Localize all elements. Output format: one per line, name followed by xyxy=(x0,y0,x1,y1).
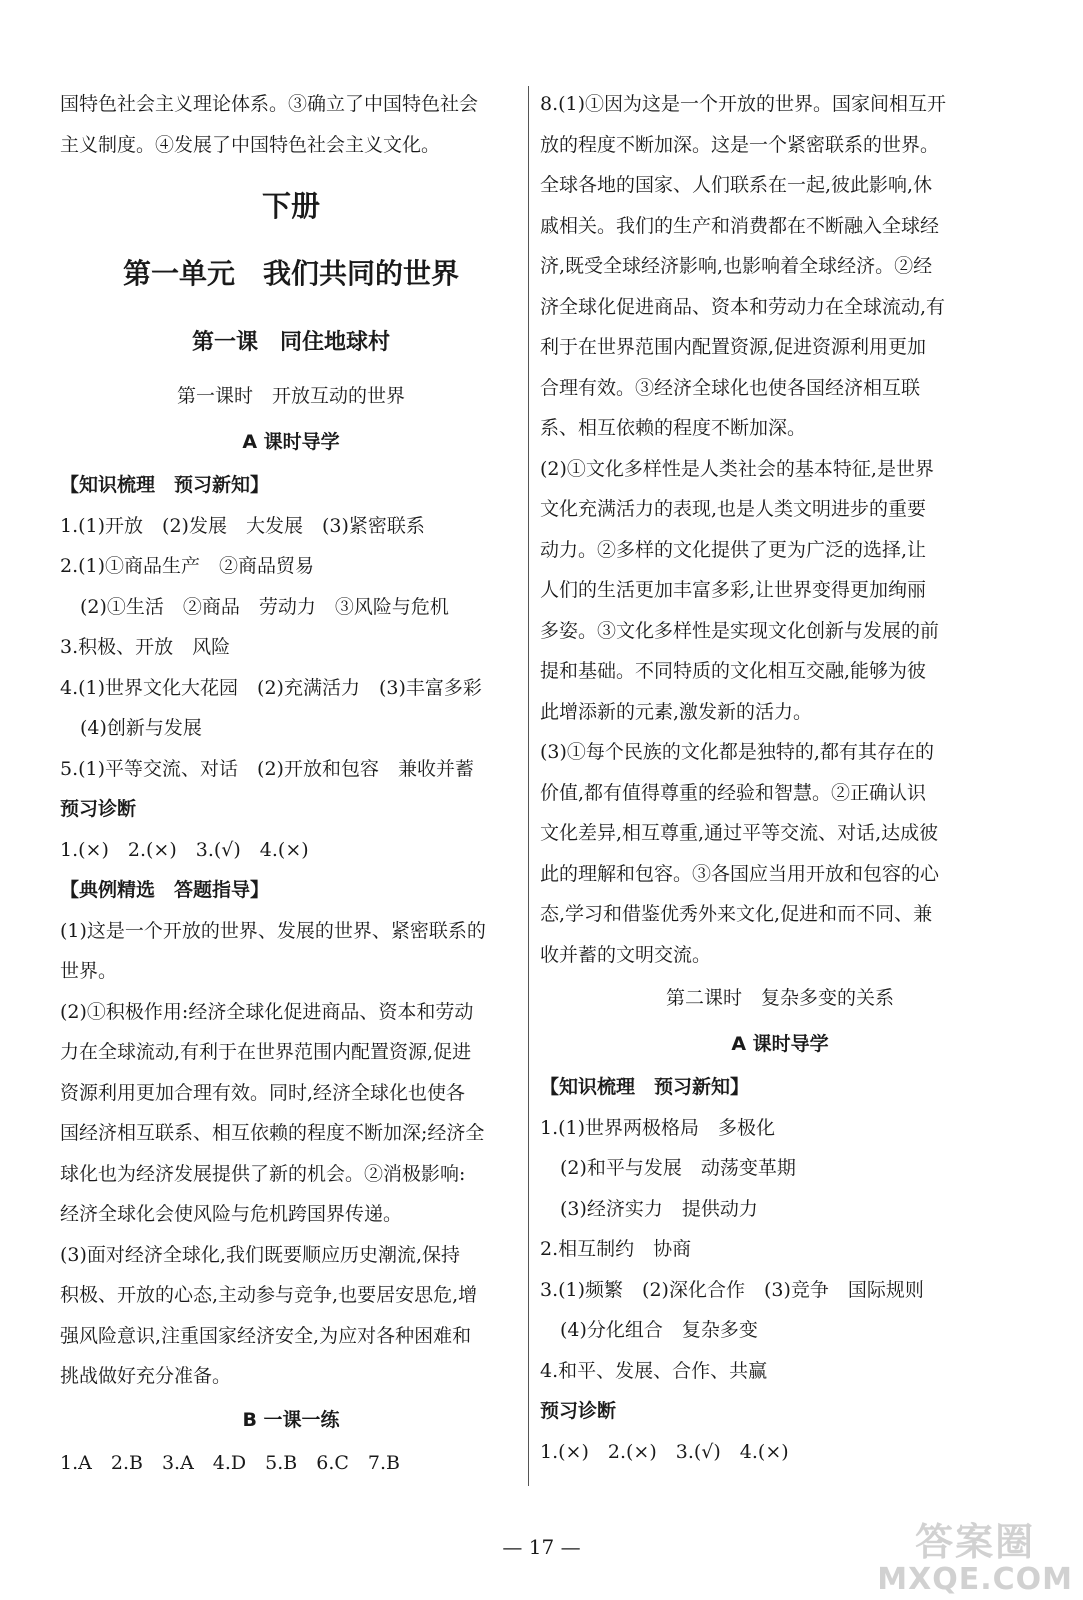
q8-line: 戚相关。我们的生产和消费都在不断融入全球经 xyxy=(540,214,940,237)
q8-line: 文化差异,相互尊重,通过平等交流、对话,达成彼 xyxy=(540,822,939,844)
q8-line: 动力。②多样的文化提供了更为广泛的选择,让 xyxy=(540,538,927,561)
knowledge-line: 4.(1)世界文化大花园 (2)充满活力 (3)丰富多彩 xyxy=(60,676,482,699)
knowledge-line: 2.相互制约 协商 xyxy=(540,1238,692,1260)
unit-heading: 第一单元 我们共同的世界 xyxy=(122,257,459,290)
diagnosis-header: 预习诊断 xyxy=(60,798,137,820)
watermark-url: MXQE.COM xyxy=(877,1562,1073,1597)
session-heading: 第二课时 复杂多变的关系 xyxy=(665,987,894,1009)
q8-line: 提和基础。不同特质的文化相互交融,能够为彼 xyxy=(540,660,927,682)
section-b-heading: B 一课一练 xyxy=(242,1408,340,1431)
q8-line: 此的理解和包容。③各国应当用开放和包容的心 xyxy=(540,862,940,885)
q8-line: 济全球化促进商品、资本和劳动力在全球流动,有 xyxy=(540,295,946,318)
knowledge-line: (3)经济实力 提供动力 xyxy=(560,1197,758,1220)
book-heading: 下册 xyxy=(261,189,320,223)
diagnosis-answers: 1.(×) 2.(×) 3.(√) 4.(×) xyxy=(60,838,309,861)
intro-line: 主义制度。④发展了中国特色社会主义文化。 xyxy=(60,133,441,156)
q8-line: (3)①每个民族的文化都是独特的,都有其存在的 xyxy=(540,741,934,763)
q8-line: 系、相互依赖的程度不断加深。 xyxy=(540,417,807,439)
q8-line: 放的程度不断加深。这是一个紧密联系的世界。 xyxy=(540,133,940,156)
example-line: 世界。 xyxy=(60,960,118,982)
diagnosis-answers: 1.(×) 2.(×) 3.(√) 4.(×) xyxy=(540,1440,789,1463)
examples-header: 【典例精选 答题指导】 xyxy=(60,879,270,901)
knowledge-line: 5.(1)平等交流、对话 (2)开放和包容 兼收并蓄 xyxy=(60,757,474,780)
b-answers: 1.A 2.B 3.A 4.D 5.B 6.C 7.B xyxy=(60,1451,400,1474)
knowledge-line: 3.积极、开放 风险 xyxy=(60,636,231,658)
lesson-heading: 第一课 同住地球村 xyxy=(191,329,390,355)
example-line: 球化也为经济发展提供了新的机会。②消极影响: xyxy=(60,1162,466,1185)
example-line: 经济全球化会使风险与危机跨国界传递。 xyxy=(60,1203,403,1225)
left-column xyxy=(60,84,522,1483)
q8-line: 利于在世界范围内配置资源,促进资源利用更加 xyxy=(540,336,927,358)
section-a-heading: A 课时导学 xyxy=(242,431,340,453)
watermark-mark: 答案圈 xyxy=(915,1520,1036,1564)
right-column xyxy=(540,84,1020,1472)
example-line: 积极、开放的心态,主动参与竞争,也要居安思危,增 xyxy=(60,1284,478,1306)
knowledge-line: (2)和平与发展 动荡变革期 xyxy=(560,1157,796,1179)
watermark-logo xyxy=(877,1520,1073,1596)
knowledge-line: 1.(1)开放 (2)发展 大发展 (3)紧密联系 xyxy=(60,514,425,537)
knowledge-line: 4.和平、发展、合作、共赢 xyxy=(540,1359,768,1382)
q8-line: 收并蓄的文明交流。 xyxy=(540,943,712,966)
q8-line: 全球各地的国家、人们联系在一起,彼此影响,休 xyxy=(540,174,933,196)
example-line: 资源利用更加合理有效。同时,经济全球化也使各 xyxy=(60,1081,466,1104)
example-line: (1)这是一个开放的世界、发展的世界、紧密联系的 xyxy=(60,919,486,942)
example-line: (2)①积极作用:经济全球化促进商品、资本和劳动 xyxy=(60,1000,474,1023)
knowledge-header: 【知识梳理 预习新知】 xyxy=(540,1076,750,1098)
diagnosis-header: 预习诊断 xyxy=(540,1400,617,1422)
q8-line: 态,学习和借鉴优秀外来文化,促进和而不同、兼 xyxy=(540,903,933,925)
knowledge-line: 3.(1)频繁 (2)深化合作 (3)竞争 国际规则 xyxy=(540,1278,924,1301)
q8-line: (2)①文化多样性是人类社会的基本特征,是世界 xyxy=(540,457,934,480)
session-heading: 第一课时 开放互动的世界 xyxy=(176,385,405,407)
section-a-heading: A 课时导学 xyxy=(731,1033,829,1055)
knowledge-line: (4)分化组合 复杂多变 xyxy=(560,1319,758,1341)
q8-line: 价值,都有值得尊重的经验和智慧。②正确认识 xyxy=(540,781,927,804)
q8-line: 多姿。③文化多样性是实现文化创新与发展的前 xyxy=(540,619,940,642)
q8-line: 济,既受全球经济影响,也影响着全球经济。②经 xyxy=(540,255,933,277)
example-line: 力在全球流动,有利于在世界范围内配置资源,促进 xyxy=(60,1041,472,1063)
example-line: 强风险意识,注重国家经济安全,为应对各种困难和 xyxy=(60,1324,472,1347)
q8-line: 人们的生活更加丰富多彩,让世界变得更加绚丽 xyxy=(540,579,927,601)
example-line: 国经济相互联系、相互依赖的程度不断加深;经济全 xyxy=(60,1122,485,1144)
example-line: (3)面对经济全球化,我们既要顺应历史潮流,保持 xyxy=(60,1243,460,1266)
knowledge-line: 2.(1)①商品生产 ②商品贸易 xyxy=(60,555,315,577)
intro-line: 国特色社会主义理论体系。③确立了中国特色社会 xyxy=(60,93,479,115)
knowledge-line: (4)创新与发展 xyxy=(80,717,202,739)
knowledge-header: 【知识梳理 预习新知】 xyxy=(60,474,270,496)
example-line: 挑战做好充分准备。 xyxy=(60,1365,232,1387)
knowledge-line: (2)①生活 ②商品 劳动力 ③风险与危机 xyxy=(80,595,449,618)
knowledge-line: 1.(1)世界两极格局 多极化 xyxy=(540,1116,776,1139)
q8-line: 合理有效。③经济全球化也使各国经济相互联 xyxy=(540,376,921,399)
q8-line: 此增添新的元素,激发新的活力。 xyxy=(540,700,813,723)
q8-line: 文化充满活力的表现,也是人类文明进步的重要 xyxy=(540,498,927,520)
page-number: — 17 — xyxy=(502,1535,581,1559)
q8-line: 8.(1)①因为这是一个开放的世界。国家间相互开 xyxy=(540,93,947,115)
column-divider xyxy=(528,86,529,1486)
